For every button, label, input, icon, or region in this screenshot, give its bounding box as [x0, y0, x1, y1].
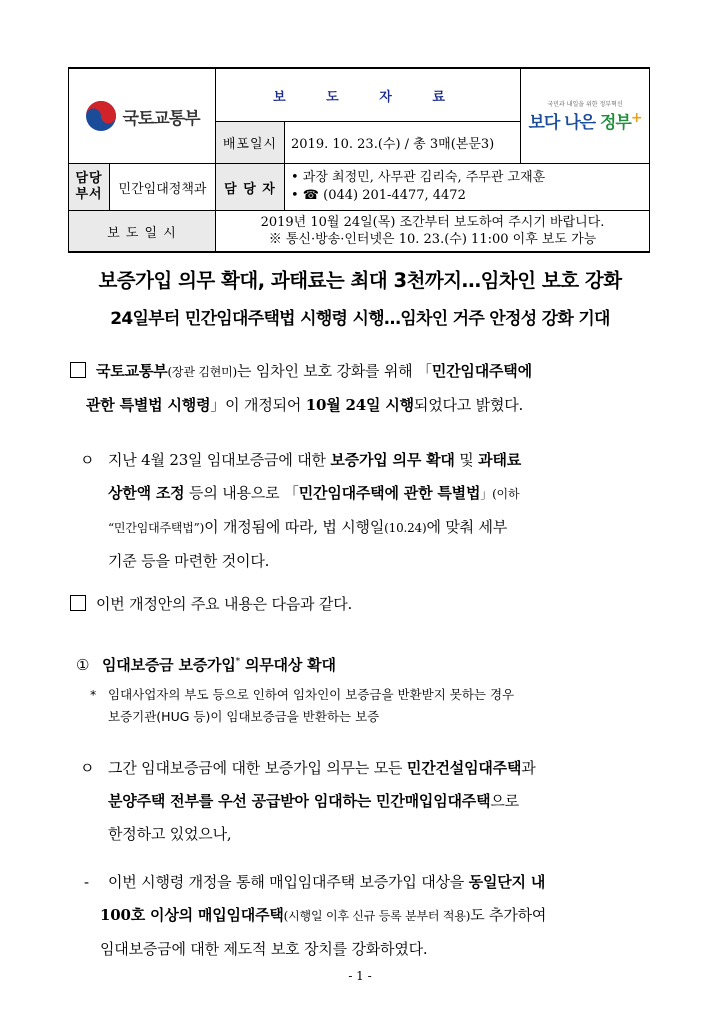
- p2-bold-g: 민간임대주택에 관한 특별법: [298, 484, 481, 502]
- dept-value: 민간임대정책과: [118, 181, 207, 197]
- plus-icon: +: [630, 110, 642, 126]
- footnote: [90, 684, 660, 728]
- brand-text-b: 정부: [599, 113, 631, 133]
- paragraph-3: [70, 588, 660, 621]
- p2-bold-e: 상한액 조정: [108, 484, 185, 502]
- paragraph-2: [80, 444, 660, 578]
- officer-names: • 과장 최정민, 사무관 김리숙, 주무관 고재훈: [291, 170, 546, 185]
- p5-text-e: 도 추가하여: [470, 906, 547, 924]
- p4-text-f: 한정하고 있었으나,: [108, 825, 232, 843]
- p1-text-2: 」이 개정되어: [210, 396, 306, 414]
- p3-text: 이번 개정안의 주요 내용은 다음과 같다.: [96, 595, 353, 613]
- p1-law-name: 민간임대주택에: [431, 362, 532, 380]
- document-title: 보 도 자 료: [216, 68, 521, 122]
- footnote-mark: *: [90, 687, 97, 702]
- p2-text-c: 및: [454, 451, 479, 469]
- p2-text-k: (10.24): [384, 521, 427, 535]
- p4-text-c: 과: [521, 759, 536, 777]
- dept-label-line1: 담당: [75, 171, 103, 186]
- p1-text: 는 임차인 보호 강화를 위해 「: [237, 362, 432, 380]
- circled-number-icon: ①: [76, 656, 90, 674]
- subheadline: 24일부터 민간임대주택법 시행령 시행…임차인 거주 안정성 강화 기대: [110, 309, 610, 329]
- headline: 보증가입 의무 확대, 과태료는 최대 3천까지…임차인 보호 강화: [98, 269, 622, 292]
- checkbox-square-icon: [70, 362, 86, 378]
- p2-text-a: 지난 4월 23일 임대보증금에 대한: [108, 451, 331, 469]
- checkbox-square-icon: [70, 595, 86, 611]
- ministry-logo-cell: [69, 68, 216, 164]
- footnote-line1: 임대사업자의 부도 등으로 인하여 임차인이 보증금을 반환받지 못하는 경우: [108, 687, 515, 702]
- p5-text-d: (시행일 이후 신규 등록 분부터 적용): [283, 909, 471, 923]
- officer-phone: • ☎ (044) 201-4477, 4472: [291, 188, 466, 203]
- brand-logo: [521, 108, 649, 133]
- p1-ministry: 국토교통부: [96, 362, 168, 380]
- p2-text-f: 등의 내용으로 「: [184, 484, 299, 502]
- p2-text-h: 」(이하: [480, 487, 520, 501]
- header-table: [68, 67, 650, 253]
- taegeuk-logo-icon: [84, 99, 118, 133]
- release-label: 배포일시: [216, 122, 285, 164]
- s1-title-b: 의무대상 확대: [239, 656, 336, 674]
- s1-footnote-mark: *: [235, 657, 240, 667]
- brand-cell: [521, 68, 650, 164]
- section-1-title: [76, 646, 666, 682]
- footnote-line2: 보증기관(HUG 등)이 임대보증금을 반환하는 보증: [108, 709, 380, 724]
- officer-label: 담 당 자: [216, 164, 285, 211]
- report-date-value: [216, 211, 650, 253]
- p5-text-f: 임대보증금에 대한 제도적 보호 장치를 강화하였다.: [100, 940, 428, 958]
- dept-label-line2: 부서: [75, 187, 103, 202]
- p4-bold-b: 민간건설임대주택: [406, 759, 522, 777]
- report-date-line1: 2019년 10월 24일(목) 조간부터 보도하여 주시기 바랍니다.: [260, 215, 605, 230]
- p2-bold-b: 보증가입 의무 확대: [330, 451, 455, 469]
- ministry-name: 국토교통부: [122, 108, 200, 129]
- p2-text-m: 기준 등을 마련한 것이다.: [108, 552, 270, 570]
- p2-text-j: 이 개정됨에 따라, 법 시행일: [204, 518, 385, 536]
- p5-bold-b: 동일단지 내: [468, 873, 546, 891]
- report-date-label: 보 도 일 시: [69, 211, 216, 253]
- report-date-line2: ※ 통신·방송·인터넷은 10. 23.(수) 11:00 이후 보도 가능: [268, 232, 597, 247]
- p2-text-l: 에 맞춰 세부: [426, 518, 508, 536]
- dept-label: [69, 164, 110, 210]
- p1-minister: (장관 김현미): [167, 365, 237, 379]
- p2-bold-d: 과태료: [478, 451, 522, 469]
- p4-text-e: 으로: [490, 792, 519, 810]
- brand-slogan: 국민과 내일을 위한 정부혁신: [547, 101, 623, 108]
- paragraph-5: [84, 866, 664, 966]
- p4-bold-d: 분양주택 전부를 우선 공급받아 임대하는 민간매입임대주택: [108, 792, 491, 810]
- p4-text-a: 그간 임대보증금에 대한 보증가입 의무는 모든: [108, 759, 407, 777]
- page-number: - 1 -: [348, 969, 372, 983]
- bullet-icon: ㅇ: [80, 451, 95, 469]
- p1-law-name-2: 관한 특별법 시행령: [86, 396, 211, 414]
- brand-text-a: 보다 나은: [528, 113, 600, 133]
- release-value: 2019. 10. 23.(수) / 총 3매(본문3): [285, 122, 521, 164]
- officer-contact: [285, 164, 650, 211]
- paragraph-4: [80, 752, 660, 851]
- s1-title-a: 임대보증금 보증가입: [102, 656, 236, 674]
- p5-bold-c: 100호 이상의 매입임대주택: [100, 906, 284, 924]
- p1-text-3: 되었다고 밝혔다.: [413, 396, 524, 414]
- p2-text-i: “민간임대주택법”): [108, 521, 205, 535]
- p5-text-a: 이번 시행령 개정을 통해 매입임대주택 보증가입 대상을: [108, 873, 469, 891]
- paragraph-1: [70, 355, 660, 422]
- dept-row-cell: [69, 164, 216, 211]
- bullet-icon: ㅇ: [80, 759, 95, 777]
- dash-icon: -: [84, 873, 89, 891]
- p1-date: 10월 24일 시행: [305, 396, 414, 414]
